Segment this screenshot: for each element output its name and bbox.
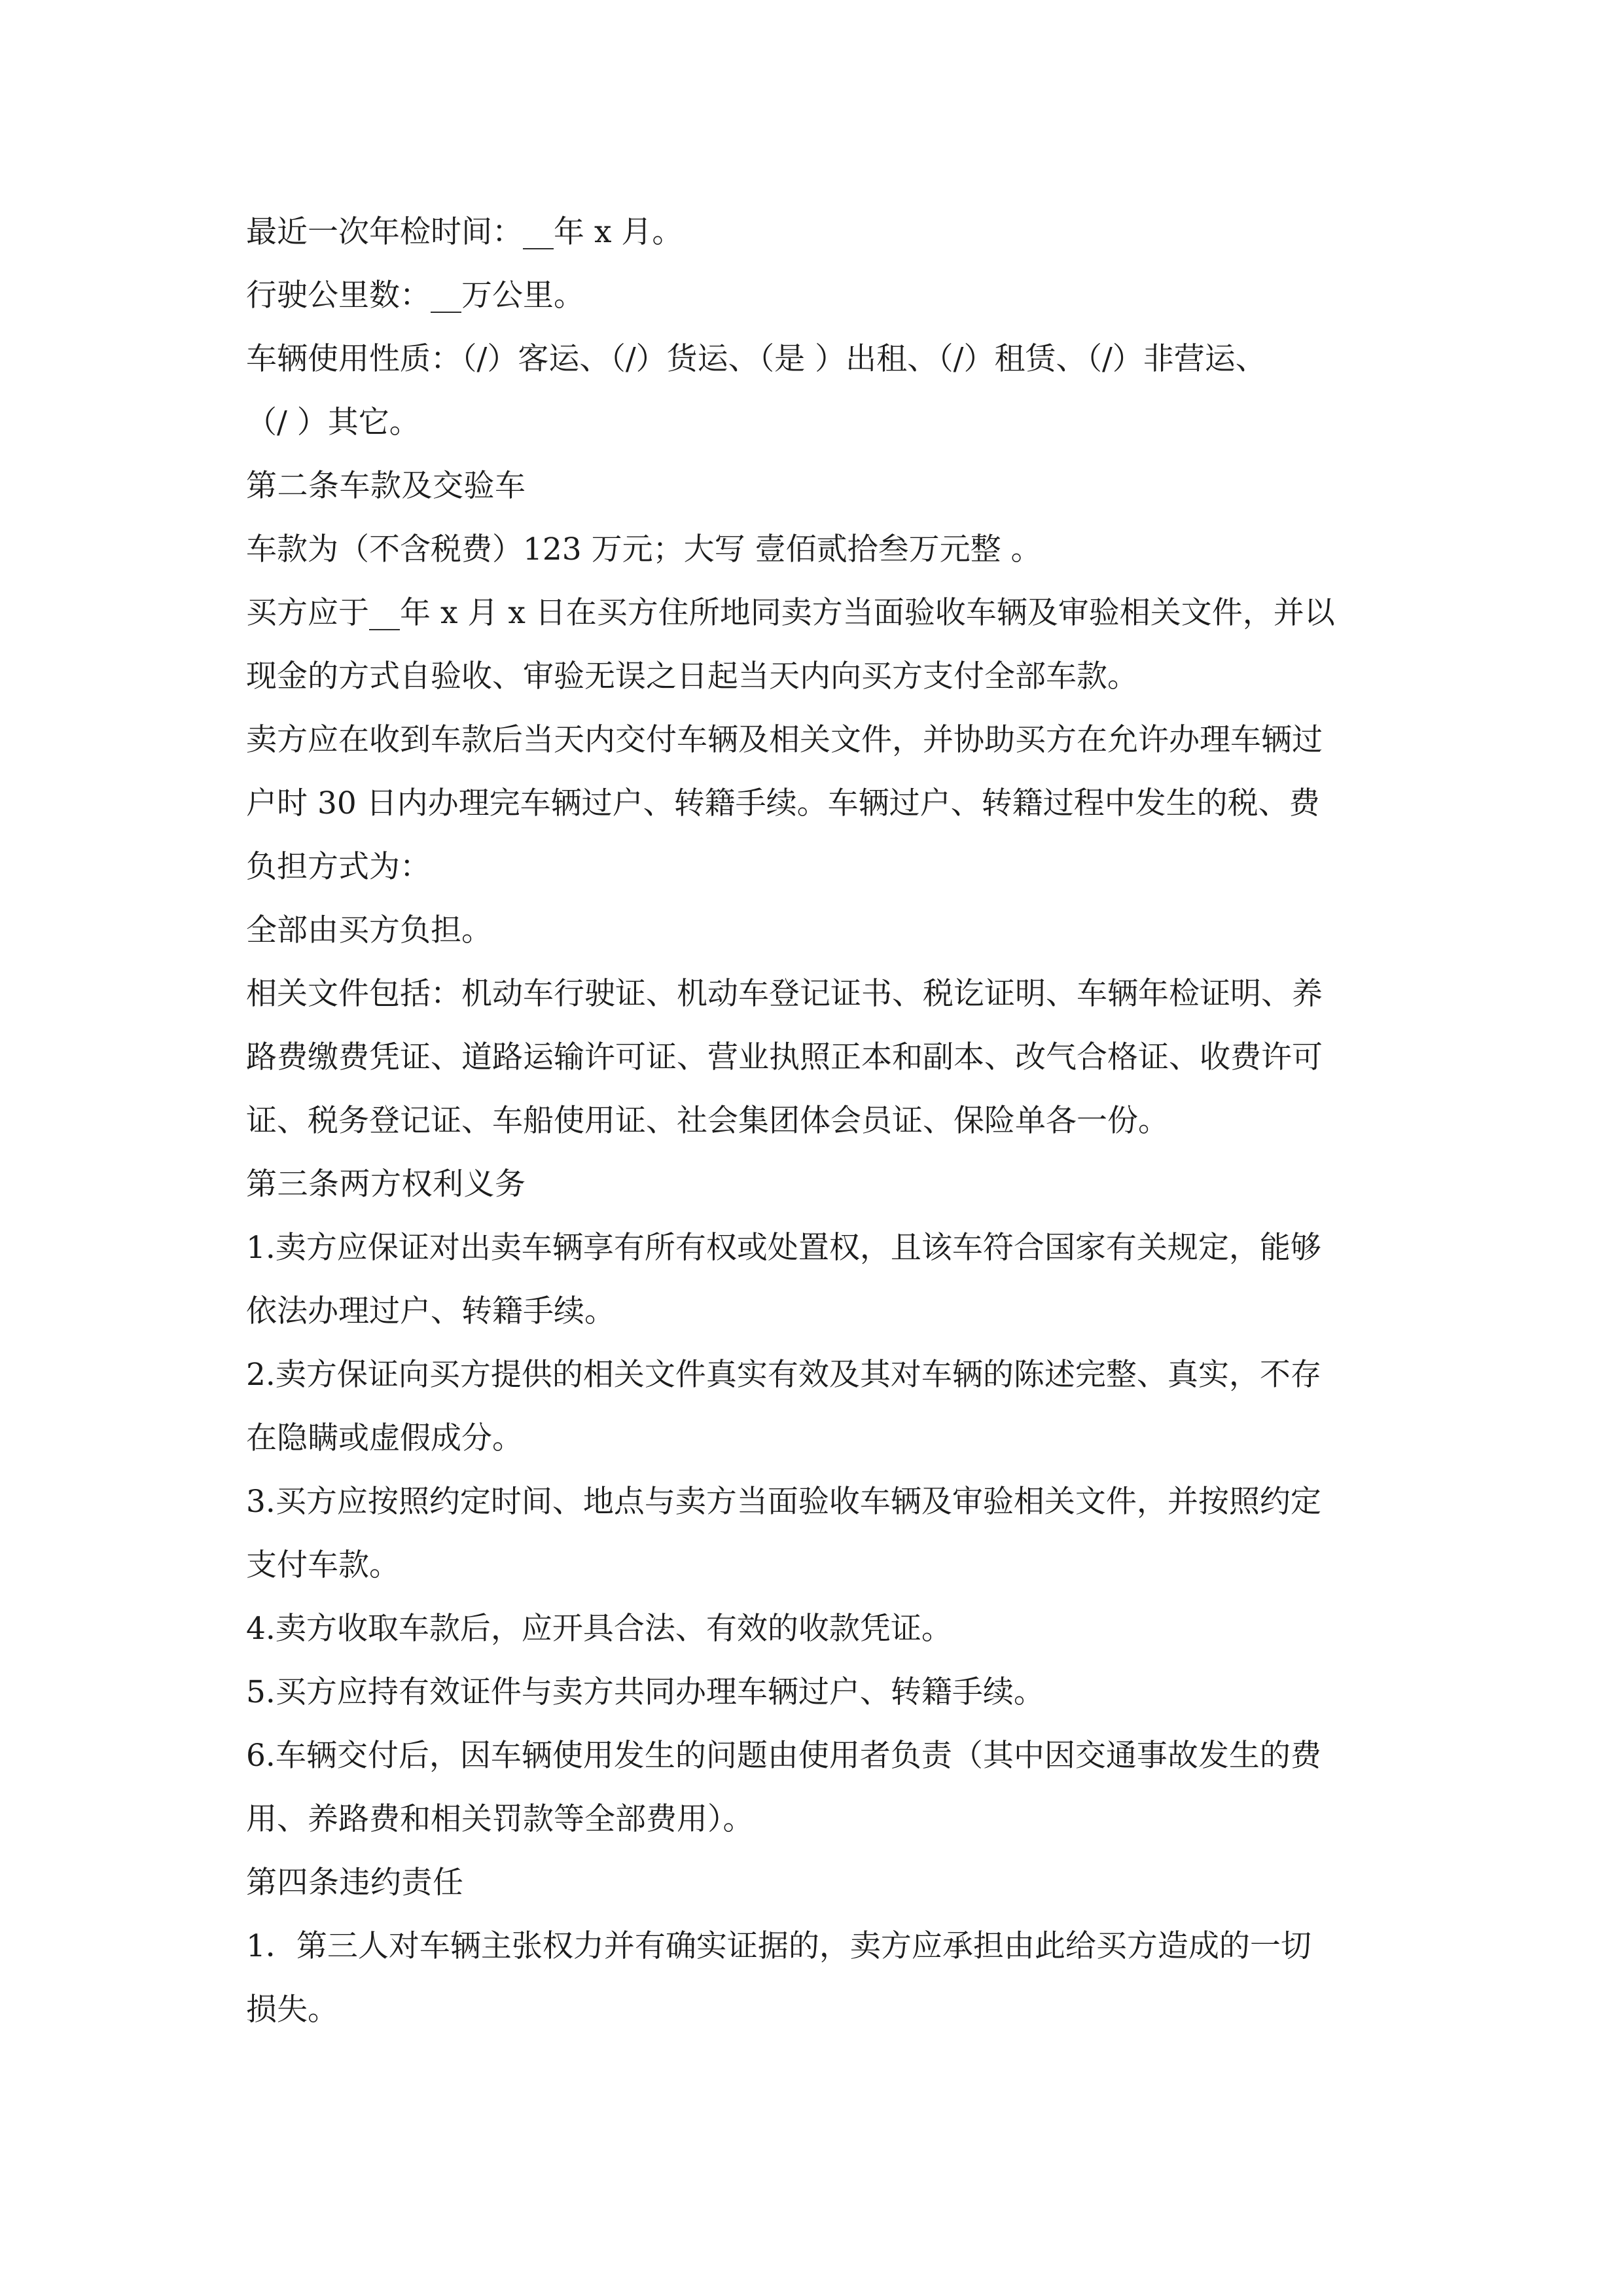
- text-line-clause-3-6: 6.车辆交付后，因车辆使用发生的问题由使用者负责（其中因交通事故发生的费: [246, 1738, 1321, 1774]
- text-line-inspection-terms: 买方应于__年 x 月 x 日在买方住所地同卖方当面验收车辆及审验相关文件，并以: [246, 595, 1335, 631]
- document-body: [246, 200, 1378, 2041]
- text-line-clause-3-2: 2.卖方保证向买方提供的相关文件真实有效及其对车辆的陈述完整、真实，不存: [246, 1357, 1321, 1393]
- text-line-usage-nature: 车辆使用性质：（/）客运、（/）货运、（是 ）出租、（/）租赁、（/）非营运、: [246, 341, 1266, 377]
- text-line-delivery-terms-cont: 户时 30 日内办理完车辆过户、转籍手续。车辆过户、转籍过程中发生的税、费: [246, 785, 1320, 821]
- text-line-clause-3-6-cont: 用、养路费和相关罚款等全部费用）。: [246, 1801, 754, 1837]
- text-line-inspection-date: 最近一次年检时间：__年 x 月。: [246, 214, 683, 250]
- text-line-delivery-terms-cont2: 负担方式为：: [246, 849, 431, 885]
- text-line-clause-3-2-cont: 在隐瞒或虚假成分。: [246, 1420, 523, 1456]
- text-line-usage-nature-cont: （/ ）其它。: [246, 404, 420, 440]
- text-line-price: 车款为（不含税费）123 万元；大写 壹佰贰拾叁万元整 。: [246, 531, 1042, 567]
- text-line-documents: 相关文件包括：机动车行驶证、机动车登记证书、税讫证明、车辆年检证明、养: [246, 976, 1323, 1012]
- section-heading-article-2: 第二条车款及交验车: [246, 468, 526, 504]
- text-line-fee-bearer: 全部由买方负担。: [246, 912, 492, 948]
- text-line-clause-3-1-cont: 依法办理过户、转籍手续。: [246, 1293, 615, 1329]
- text-line-mileage: 行驶公里数：__万公里。: [246, 278, 584, 314]
- text-line-clause-4-1: 1．第三人对车辆主张权力并有确实证据的，卖方应承担由此给买方造成的一切: [246, 1928, 1311, 1964]
- text-line-documents-cont2: 证、税务登记证、车船使用证、社会集团体会员证、保险单各一份。: [246, 1103, 1169, 1139]
- section-heading-article-4: 第四条违约责任: [246, 1865, 464, 1901]
- text-line-clause-3-4: 4.卖方收取车款后，应开具合法、有效的收款凭证。: [246, 1611, 952, 1647]
- text-line-documents-cont: 路费缴费凭证、道路运输许可证、营业执照正本和副本、改气合格证、收费许可: [246, 1039, 1323, 1075]
- text-line-clause-3-1: 1.卖方应保证对出卖车辆享有所有权或处置权，且该车符合国家有关规定，能够: [246, 1230, 1321, 1266]
- text-line-clause-4-1-cont: 损失。: [246, 1992, 338, 2028]
- text-line-delivery-terms: 卖方应在收到车款后当天内交付车辆及相关文件，并协助买方在允许办理车辆过: [246, 722, 1323, 758]
- text-line-clause-3-5: 5.买方应持有效证件与卖方共同办理车辆过户、转籍手续。: [246, 1674, 1044, 1710]
- section-heading-article-3: 第三条两方权利义务: [246, 1166, 526, 1202]
- text-line-inspection-terms-cont: 现金的方式自验收、审验无误之日起当天内向买方支付全部车款。: [246, 658, 1138, 694]
- text-line-clause-3-3: 3.买方应按照约定时间、地点与卖方当面验收车辆及审验相关文件，并按照约定: [246, 1484, 1321, 1520]
- text-line-clause-3-3-cont: 支付车款。: [246, 1547, 400, 1583]
